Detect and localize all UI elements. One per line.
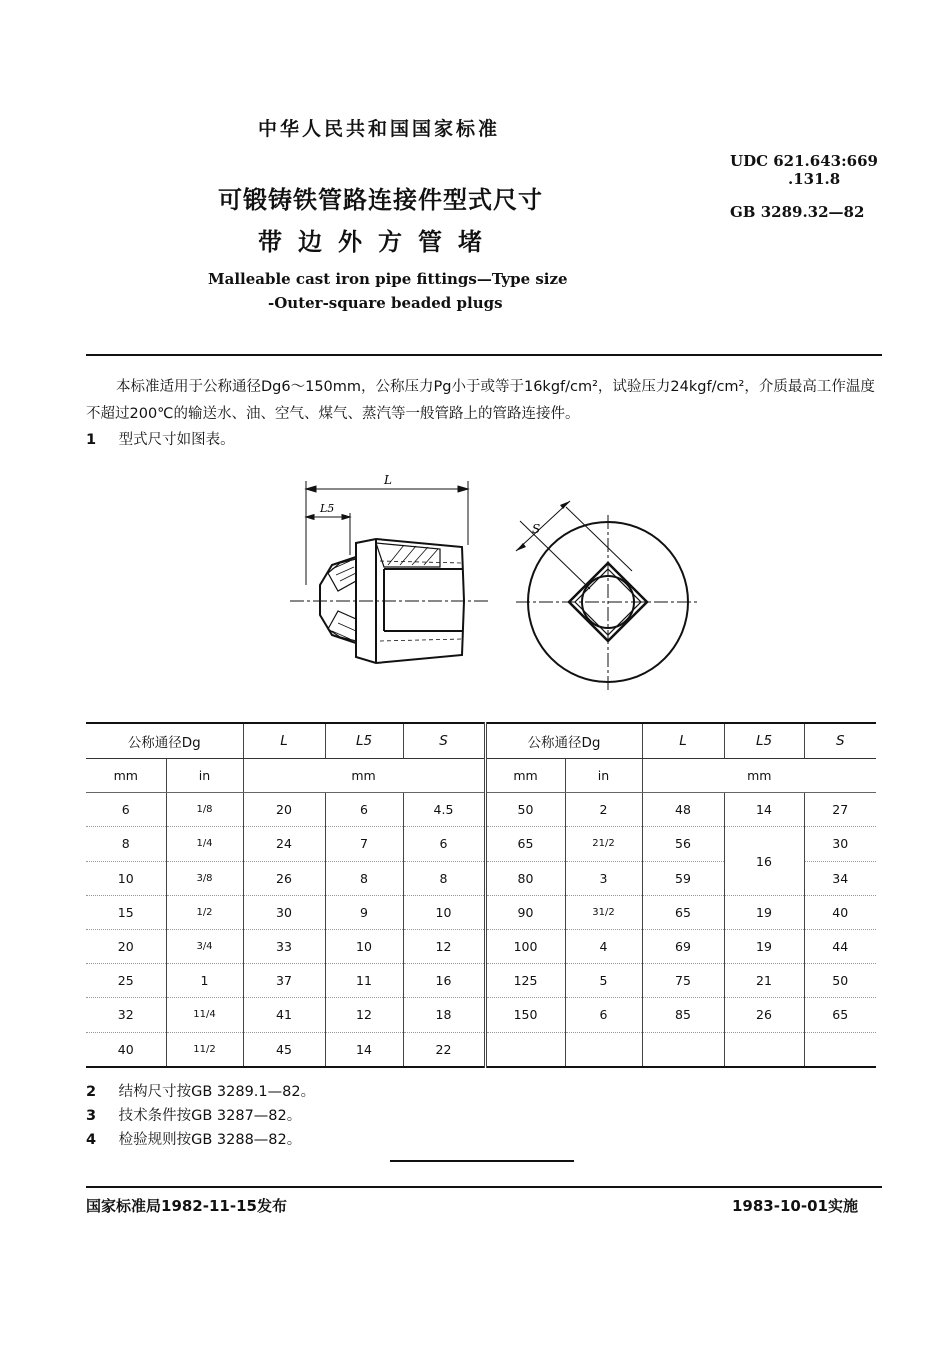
cell-empty <box>724 1032 804 1067</box>
cell-dg-mm: 50 <box>485 793 565 827</box>
cell-empty <box>485 1032 565 1067</box>
cell-L5: 26 <box>724 998 804 1032</box>
cell-dg-in: 2 <box>565 793 642 827</box>
cell-S: 34 <box>804 861 876 895</box>
cell-empty <box>565 1032 642 1067</box>
table-header-row <box>86 723 876 759</box>
clause-3-number: 3 <box>86 1108 97 1124</box>
cell-S: 16 <box>403 964 485 998</box>
unit-mm-span-left: mm <box>243 759 485 793</box>
cell-L5: 8 <box>325 861 403 895</box>
cell-S: 40 <box>804 895 876 929</box>
cell-S: 10 <box>403 895 485 929</box>
clause-4-text: 检验规则按GB 3288—82。 <box>118 1132 302 1148</box>
cell-S: 27 <box>804 793 876 827</box>
cell-L: 85 <box>642 998 724 1032</box>
cell-dg-in: 1/8 <box>166 793 243 827</box>
cell-S: 18 <box>403 998 485 1032</box>
cell-L: 26 <box>243 861 325 895</box>
footer-rule <box>86 1186 882 1188</box>
header-S-right: S <box>804 723 876 759</box>
cell-S: 22 <box>403 1032 485 1067</box>
clause-3-text: 技术条件按GB 3287—82。 <box>118 1108 302 1124</box>
cell-dg-in: 11/4 <box>166 998 243 1032</box>
udc-line1: UDC 621.643:669 <box>730 152 878 170</box>
table-row <box>86 998 876 1032</box>
cell-L5: 19 <box>724 929 804 963</box>
cell-dg-mm: 15 <box>86 895 166 929</box>
clause-1-text: 型式尺寸如图表。 <box>118 432 235 448</box>
cell-L5-merged: 16 <box>724 827 804 895</box>
cell-empty <box>642 1032 724 1067</box>
plug-drawing <box>280 465 720 700</box>
end-rule <box>390 1160 574 1162</box>
header-dg-right: 公称通径Dg <box>485 723 642 759</box>
cell-L: 37 <box>243 964 325 998</box>
table-row <box>86 1032 876 1067</box>
header-L-right: L <box>642 723 724 759</box>
cell-dg-mm: 8 <box>86 827 166 861</box>
cell-dg-in: 1 <box>166 964 243 998</box>
dimension-table <box>86 722 876 1068</box>
cell-S: 8 <box>403 861 485 895</box>
cell-L5: 7 <box>325 827 403 861</box>
cell-L: 30 <box>243 895 325 929</box>
cell-dg-mm: 40 <box>86 1032 166 1067</box>
cell-dg-mm: 25 <box>86 964 166 998</box>
cell-L5: 12 <box>325 998 403 1032</box>
issue-date: 国家标准局1982-11-15发布 <box>86 1197 287 1215</box>
title-cn-line1: 可锻铸铁管路连接件型式尺寸 <box>218 186 543 214</box>
cell-dg-in: 3/4 <box>166 929 243 963</box>
cell-dg-in: 3 <box>565 861 642 895</box>
clause-1-number: 1 <box>86 432 97 448</box>
cell-dg-mm: 20 <box>86 929 166 963</box>
clause-2 <box>86 1080 315 1101</box>
cell-dg-mm: 100 <box>485 929 565 963</box>
cell-S: 4.5 <box>403 793 485 827</box>
cell-L: 65 <box>642 895 724 929</box>
cell-L: 33 <box>243 929 325 963</box>
udc-code <box>730 152 878 188</box>
cell-dg-mm: 32 <box>86 998 166 1032</box>
cell-dg-mm: 6 <box>86 793 166 827</box>
cell-dg-in: 6 <box>565 998 642 1032</box>
cell-L5: 19 <box>724 895 804 929</box>
table-row <box>86 895 876 929</box>
intro-paragraph: 本标准适用于公称通径Dg6～150mm，公称压力Pg小于或等于16kgf/cm²，试验压力24kgf/cm²，介质最高工作温度不超过200℃的输送水、油、空气、煤气、蒸汽等一般管路上的管路连接件。 <box>86 379 875 422</box>
dimension-L-label: L <box>384 473 392 487</box>
title-en-line1: Malleable cast iron pipe fittings—Type size <box>208 270 568 288</box>
cell-S: 6 <box>403 827 485 861</box>
clause-3 <box>86 1104 301 1125</box>
clause-4-number: 4 <box>86 1132 97 1148</box>
cell-dg-in: 21/2 <box>565 827 642 861</box>
header-rule <box>86 354 882 356</box>
cell-L: 75 <box>642 964 724 998</box>
cell-dg-mm: 150 <box>485 998 565 1032</box>
cell-S: 12 <box>403 929 485 963</box>
cell-dg-mm: 10 <box>86 861 166 895</box>
header-L-left: L <box>243 723 325 759</box>
unit-in-right: in <box>565 759 642 793</box>
cell-L: 48 <box>642 793 724 827</box>
cell-dg-mm: 125 <box>485 964 565 998</box>
cell-L5: 11 <box>325 964 403 998</box>
cell-L: 45 <box>243 1032 325 1067</box>
cell-L: 20 <box>243 793 325 827</box>
cell-S: 65 <box>804 998 876 1032</box>
cell-L: 24 <box>243 827 325 861</box>
dimension-L5-label: L5 <box>320 502 335 515</box>
clause-4 <box>86 1128 301 1149</box>
cell-dg-mm: 80 <box>485 861 565 895</box>
dimension-S-label: S <box>532 522 541 536</box>
unit-mm-left: mm <box>86 759 166 793</box>
cell-dg-mm: 90 <box>485 895 565 929</box>
unit-mm-span-right: mm <box>642 759 876 793</box>
table-row <box>86 929 876 963</box>
cell-dg-in: 1/2 <box>166 895 243 929</box>
table-units-row <box>86 759 876 793</box>
cell-L5: 6 <box>325 793 403 827</box>
clause-1 <box>86 428 235 449</box>
unit-mm-right: mm <box>485 759 565 793</box>
title-en-line2: -Outer-square beaded plugs <box>268 294 503 312</box>
table-row <box>86 827 876 861</box>
cell-L: 69 <box>642 929 724 963</box>
cell-L5: 10 <box>325 929 403 963</box>
cell-L: 59 <box>642 861 724 895</box>
cell-dg-in: 3/8 <box>166 861 243 895</box>
title-cn-line2: 带边外方管堵 <box>258 228 498 256</box>
cell-L: 41 <box>243 998 325 1032</box>
cell-S: 50 <box>804 964 876 998</box>
cell-dg-in: 4 <box>565 929 642 963</box>
national-standard-heading: 中华人民共和国国家标准 <box>258 118 501 140</box>
cell-dg-in: 11/2 <box>166 1032 243 1067</box>
cell-S: 30 <box>804 827 876 861</box>
unit-in-left: in <box>166 759 243 793</box>
udc-line2: .131.8 <box>788 170 841 188</box>
gb-code: GB 3289.32—82 <box>730 203 865 221</box>
cell-dg-in: 31/2 <box>565 895 642 929</box>
cell-dg-in: 5 <box>565 964 642 998</box>
cell-empty <box>804 1032 876 1067</box>
cell-L: 56 <box>642 827 724 861</box>
effective-date: 1983-10-01实施 <box>732 1197 858 1215</box>
cell-L5: 9 <box>325 895 403 929</box>
clause-2-text: 结构尺寸按GB 3289.1—82。 <box>118 1084 316 1100</box>
header-L5-right: L5 <box>724 723 804 759</box>
header-dg-left: 公称通径Dg <box>86 723 243 759</box>
cell-dg-in: 1/4 <box>166 827 243 861</box>
cell-S: 44 <box>804 929 876 963</box>
clause-2-number: 2 <box>86 1084 97 1100</box>
header-S-left: S <box>403 723 485 759</box>
table-row <box>86 964 876 998</box>
cell-L5: 14 <box>325 1032 403 1067</box>
cell-L5: 14 <box>724 793 804 827</box>
header-L5-left: L5 <box>325 723 403 759</box>
cell-dg-mm: 65 <box>485 827 565 861</box>
table-row <box>86 793 876 827</box>
cell-L5: 21 <box>724 964 804 998</box>
